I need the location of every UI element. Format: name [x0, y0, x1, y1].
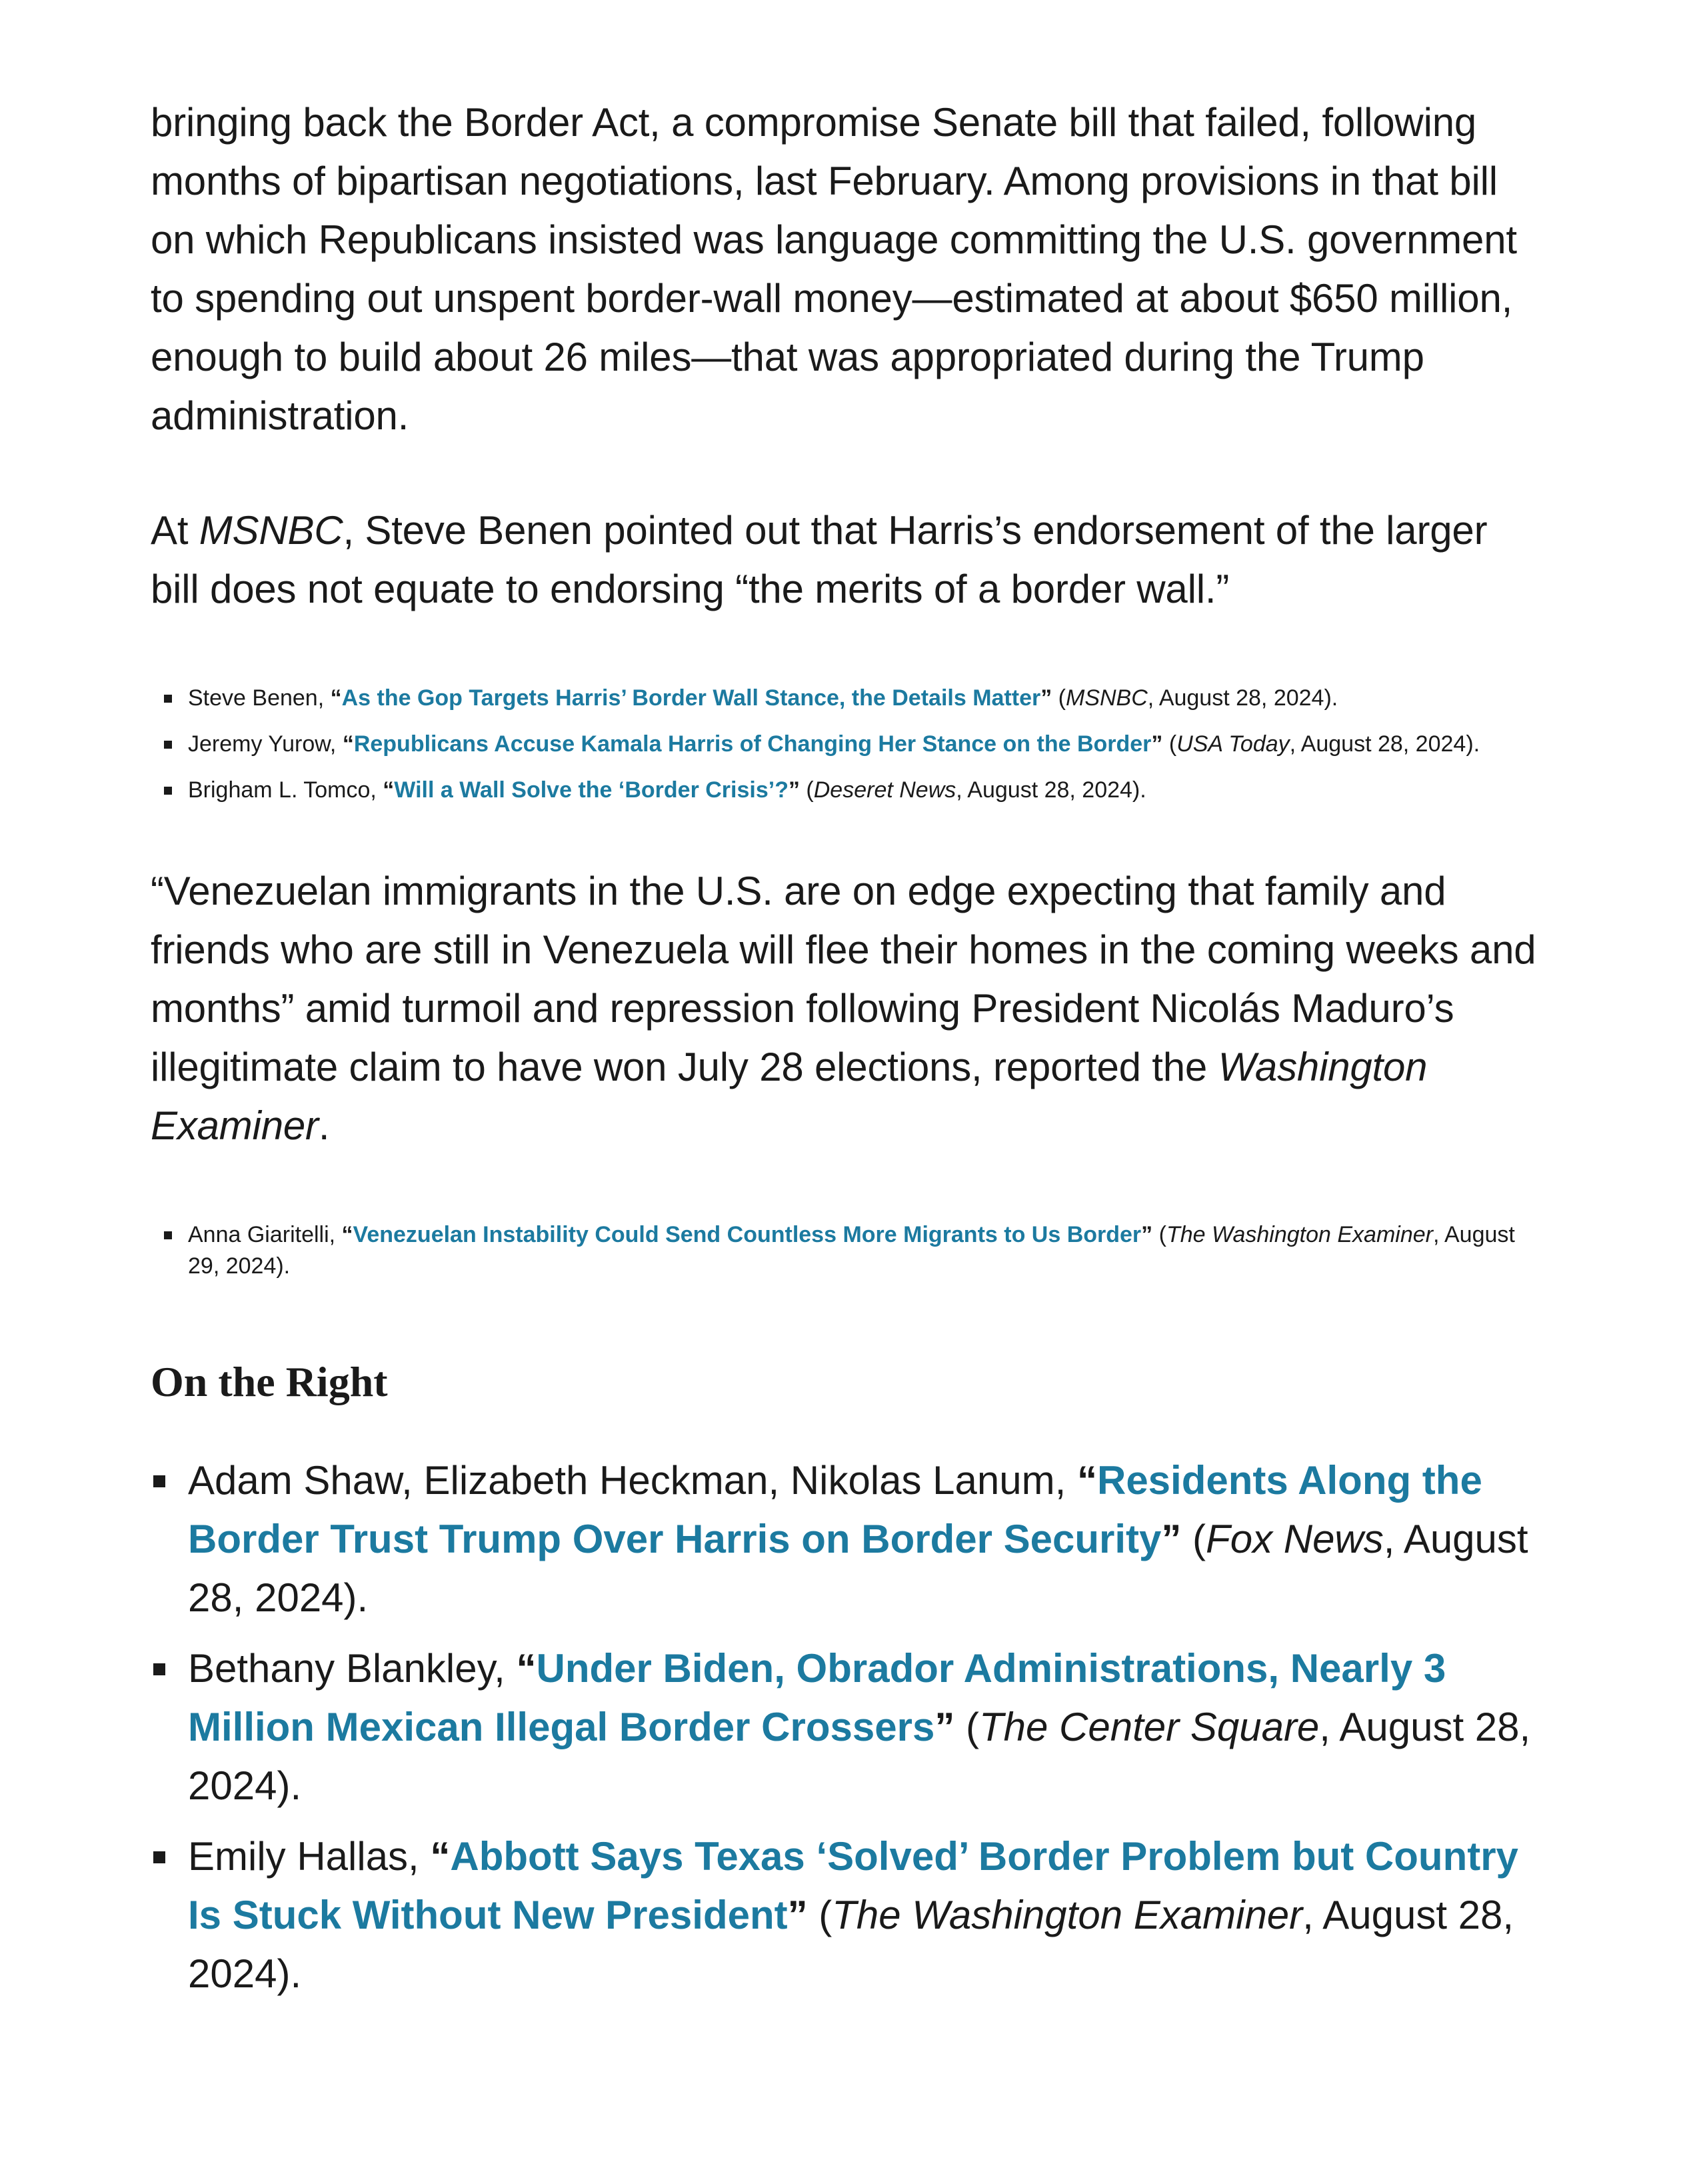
source-date: , August 28, 2024). [956, 777, 1146, 803]
source-date: , August 28, 2024). [1147, 685, 1338, 711]
paragraph-end: . [318, 1103, 330, 1148]
paragraph-rest: , Steve Benen pointed out that Harris’s endorsement of the larger bill does not equate to endorsing “the merits of a border wall.” [151, 508, 1488, 611]
source-outlet: USA Today [1176, 731, 1290, 757]
source-item: Brigham L. Tomco, “Will a Wall Solve the ‘Border Crisis’?” (Deseret News, August 28, 2024). [151, 775, 1544, 806]
paragraph-lead: At [151, 508, 199, 553]
source-link[interactable]: Will a Wall Solve the ‘Border Crisis’? [394, 777, 789, 803]
source-author: Bethany Blankley, [188, 1646, 517, 1691]
source-outlet: The Washington Examiner [1166, 1222, 1433, 1247]
source-link[interactable]: Under Biden, Obrador Administrations, Nearly 3 Million Mexican Illegal Border Crossers [188, 1646, 1446, 1749]
paragraph-text: “Venezuelan immigrants in the U.S. are on edge expecting that family and friends who are still in Venezuela will flee their homes in the coming weeks and months” amid turmoil and repression following President Nicolás Maduro’s illegitimate claim to have won July 28 elections, reported the [151, 869, 1536, 1089]
source-list [151, 683, 1544, 806]
source-date: , August 28, 2024). [188, 1893, 1514, 1996]
source-author: Steve Benen, [188, 685, 331, 711]
source-link[interactable]: As the Gop Targets Harris’ Border Wall Stance, the Details Matter [341, 685, 1041, 711]
right-source-list [151, 1451, 1544, 2003]
paragraph-venezuela [151, 862, 1544, 1155]
outlet-name: Washington Examiner [151, 1045, 1428, 1148]
outlet-name: MSNBC [199, 508, 343, 553]
source-list [151, 1219, 1544, 1282]
source-item: Jeremy Yurow, “Republicans Accuse Kamala Harris of Changing Her Stance on the Border” (USA Today, August 28, 2024). [151, 729, 1544, 760]
source-item: Steve Benen, “As the Gop Targets Harris’ Border Wall Stance, the Details Matter” (MSNBC, August 28, 2024). [151, 683, 1544, 714]
paragraph-border-act: bringing back the Border Act, a compromise Senate bill that failed, following months of bipartisan negotiations, last February. Among provisions in that bill on which Republicans insisted was language committing the U.S. government to spending out unspent border-wall money—estimated at about $650 million, enough to build about 26 miles—that was appropriated during the Trump administration. [151, 100, 1517, 438]
source-link[interactable]: Abbott Says Texas ‘Solved’ Border Problem but Country Is Stuck Without New President [188, 1834, 1518, 1937]
source-date: , August 28, 2024). [1289, 731, 1480, 757]
source-outlet: Deseret News [813, 777, 956, 803]
article-body [151, 93, 1544, 2015]
source-outlet: The Washington Examiner [832, 1893, 1303, 1937]
source-item: Bethany Blankley, “Under Biden, Obrador Administrations, Nearly 3 Million Mexican Illegal Border Crossers” (The Center Square, August 28, 2024). [151, 1639, 1544, 1815]
source-item: Anna Giaritelli, “Venezuelan Instability Could Send Countless More Migrants to Us Border” (The Washington Examiner, August 29, 2024). [151, 1219, 1544, 1282]
source-author: Anna Giaritelli, [188, 1222, 342, 1247]
source-author: Jeremy Yurow, [188, 731, 343, 757]
source-item: Adam Shaw, Elizabeth Heckman, Nikolas Lanum, “Residents Along the Border Trust Trump Over Harris on Border Security” (Fox News, August 28, 2024). [151, 1451, 1544, 1627]
source-author: Brigham L. Tomco, [188, 777, 383, 803]
source-link[interactable]: Republicans Accuse Kamala Harris of Changing Her Stance on the Border [353, 731, 1152, 757]
source-date: , August 28, 2024). [188, 1517, 1528, 1620]
source-item: Emily Hallas, “Abbott Says Texas ‘Solved’ Border Problem but Country Is Stuck Without New President” (The Washington Examiner, August 28, 2024). [151, 1827, 1544, 2003]
paragraph-msnbc [151, 501, 1544, 619]
source-outlet: Fox News [1206, 1517, 1384, 1561]
source-outlet: MSNBC [1066, 685, 1148, 711]
source-link[interactable]: Residents Along the Border Trust Trump Over Harris on Border Security [188, 1458, 1482, 1561]
section-heading: On the Right [151, 1358, 388, 1405]
source-author: Emily Hallas, [188, 1834, 431, 1879]
source-date: , August 29, 2024). [188, 1222, 1515, 1279]
source-outlet: The Center Square [979, 1705, 1320, 1749]
source-link[interactable]: Venezuelan Instability Could Send Countless More Migrants to Us Border [353, 1222, 1142, 1247]
source-author: Adam Shaw, Elizabeth Heckman, Nikolas Lanum, [188, 1458, 1077, 1503]
source-date: , August 28, 2024). [188, 1705, 1531, 1808]
